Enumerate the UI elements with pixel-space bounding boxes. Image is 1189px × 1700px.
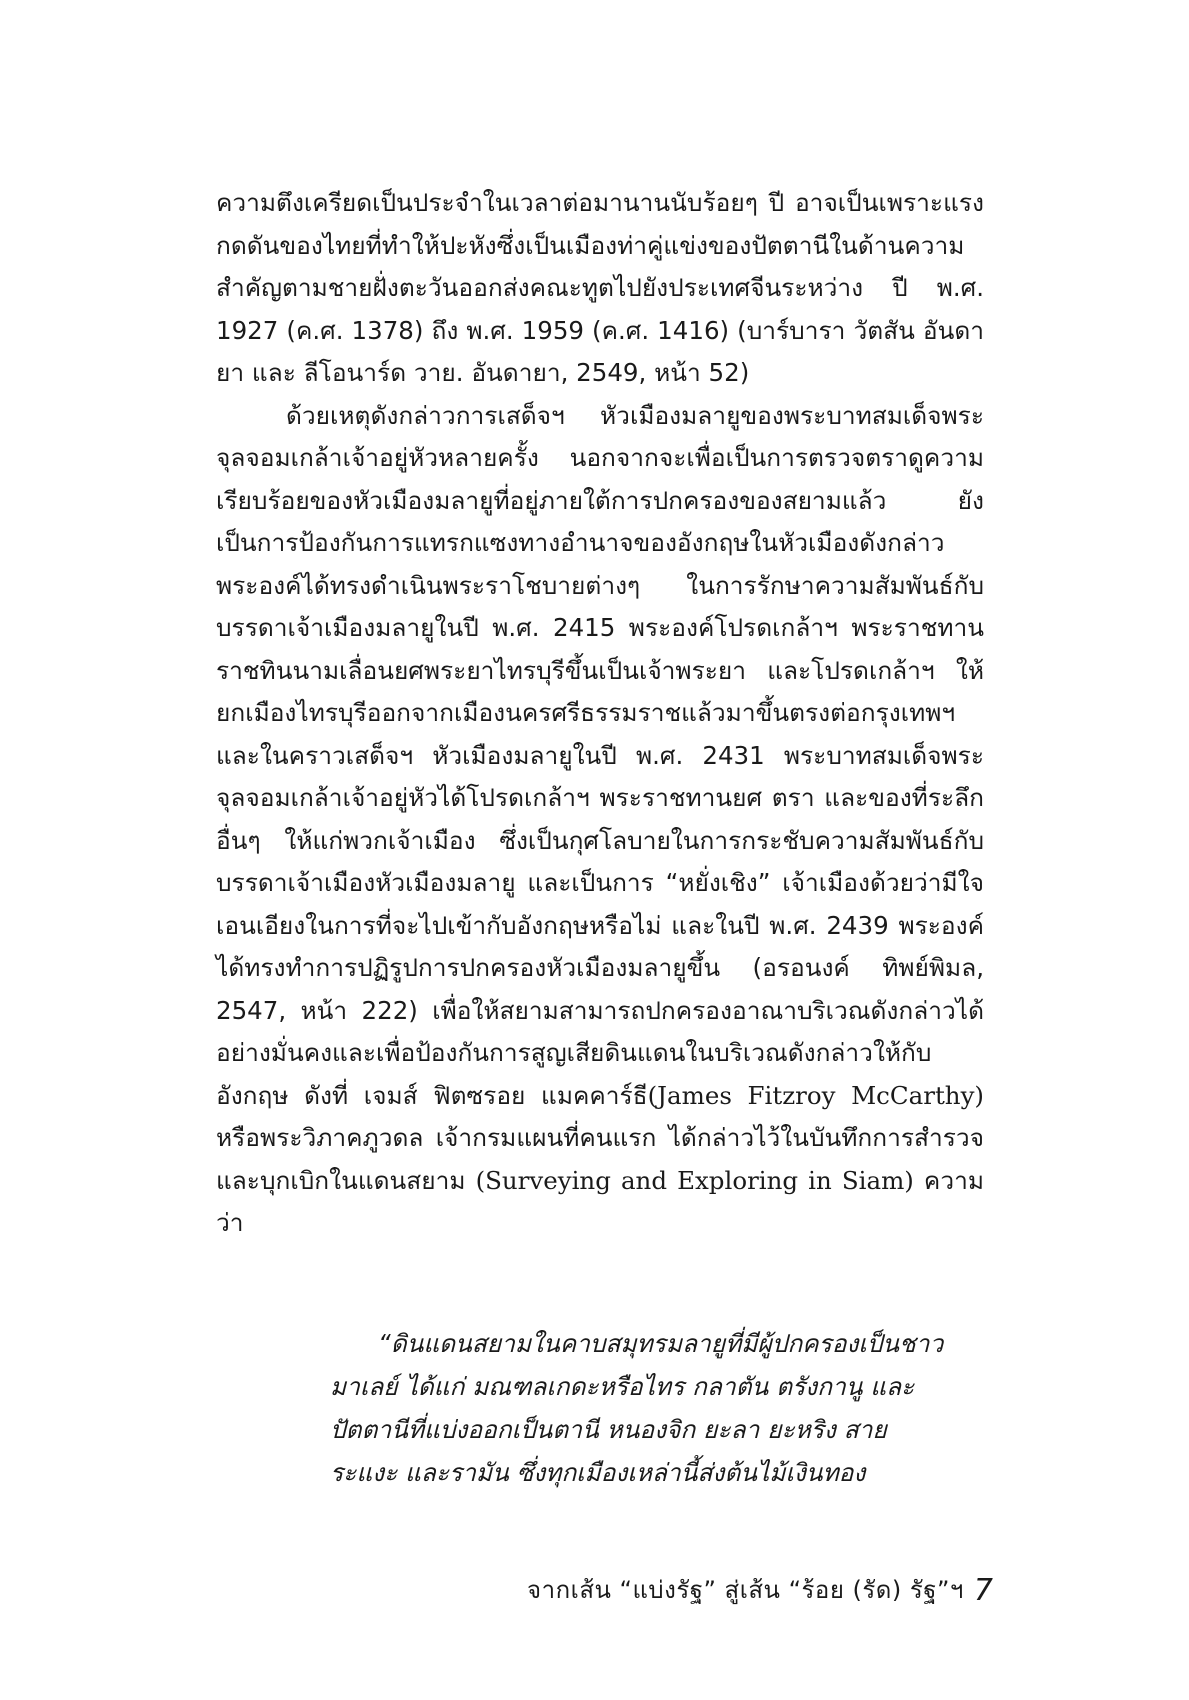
- block-quote: [330, 1322, 950, 1494]
- page-footer: [527, 1572, 993, 1609]
- page-number: 7: [973, 1573, 993, 1608]
- running-title: จากเส้น “แบ่งรัฐ” สู่เส้น “ร้อย (รัด) รัฐ”ฯ: [527, 1576, 964, 1604]
- paragraph-continuation: ความตึงเครียดเป็นประจำในเวลาต่อมานานนับร้อยๆ ปี อาจเป็นเพราะแรงกดดันของไทยที่ทำให้ปะหังซึ่งเป็นเมืองท่าคู่แข่งของปัตตานีในด้านความสำคัญตามชายฝั่งตะวันออกส่งคณะทูตไปยังประเทศจีนระหว่าง ปี พ.ศ. 1927 (ค.ศ. 1378) ถึง พ.ศ. 1959 (ค.ศ. 1416) (บาร์บารา วัตสัน อันดายา และ ลีโอนาร์ด วาย. อันดายา, 2549, หน้า 52): [216, 188, 984, 387]
- paragraph-main-text-3: ความว่า: [216, 1165, 984, 1237]
- block-quote-text: “ดินแดนสยามในคาบสมุทรมลายูที่มีผู้ปกครองเป็นชาวมาเลย์ ได้แก่ มณฑลเกดะหรือไทร กลาตัน ตรังกานู และปัตตานีที่แบ่งออกเป็นตานี หนองจิก ยะลา ยะหริง สาย ระแงะ และรามัน ซึ่งทุกเมืองเหล่านี้ส่งต้นไม้เงินทอง: [330, 1328, 944, 1487]
- english-book-title: (Surveying and Exploring in Siam): [475, 1165, 914, 1195]
- paragraph-main-text-2: หรือพระวิภาคภูวดล เจ้ากรมแผนที่คนแรก ได้กล่าวไว้ในบันทึกการสำรวจและบุกเบิกในแดนสยาม: [216, 1123, 984, 1195]
- english-name-james-fitzroy: (James Fitzroy McCarthy): [647, 1080, 984, 1110]
- paragraph-main: [216, 395, 984, 1245]
- body-text: [216, 182, 984, 1245]
- paragraph-main-text-1: ด้วยเหตุดังกล่าวการเสด็จฯ หัวเมืองมลายูของพระบาทสมเด็จพระจุลจอมเกล้าเจ้าอยู่หัวหลายครั้ง นอกจากจะเพื่อเป็นการตรวจตราดูความเรียบร้อยของหัวเมืองมลายูที่อยู่ภายใต้การปกครองของสยามแล้ว ยังเป็นการป้องกันการแทรกแซงทางอำนาจของอังกฤษในหัวเมืองดังกล่าวพระองค์ได้ทรงดำเนินพระราโชบายต่างๆ ในการรักษาความสัมพันธ์กับบรรดาเจ้าเมืองมลายูในปี พ.ศ. 2415 พระองค์โปรดเกล้าฯ พระราชทานราชทินนามเลื่อนยศพระยาไทรบุรีขึ้นเป็นเจ้าพระยา และโปรดเกล้าฯ ให้ยกเมืองไทรบุรีออกจากเมืองนครศรีธรรมราชแล้วมาขึ้นตรงต่อกรุงเทพฯ และในคราวเสด็จฯ หัวเมืองมลายูในปี พ.ศ. 2431 พระบาทสมเด็จพระจุลจอมเกล้าเจ้าอยู่หัวได้โปรดเกล้าฯ พระราชทานยศ ตรา และของที่ระลึกอื่นๆ ให้แก่พวกเจ้าเมือง ซึ่งเป็นกุศโลบายในการกระชับความสัมพันธ์กับบรรดาเจ้าเมืองหัวเมืองมลายู และเป็นการ “หยั่งเชิง” เจ้าเมืองด้วยว่ามีใจเอนเอียงในการที่จะไปเข้ากับอังกฤษหรือไม่ และในปี พ.ศ. 2439 พระองค์ได้ทรงทำการปฏิรูปการปกครองหัวเมืองมลายูขึ้น (อรอนงค์ ทิพย์พิมล, 2547, หน้า 222) เพื่อให้สยามสามารถปกครองอาณาบริเวณดังกล่าวได้อย่างมั่นคงและเพื่อป้องกันการสูญเสียดินแดนในบริเวณดังกล่าวให้กับอังกฤษ ดังที่ เจมส์ ฟิตซรอย แมคคาร์ธี: [216, 400, 984, 1110]
